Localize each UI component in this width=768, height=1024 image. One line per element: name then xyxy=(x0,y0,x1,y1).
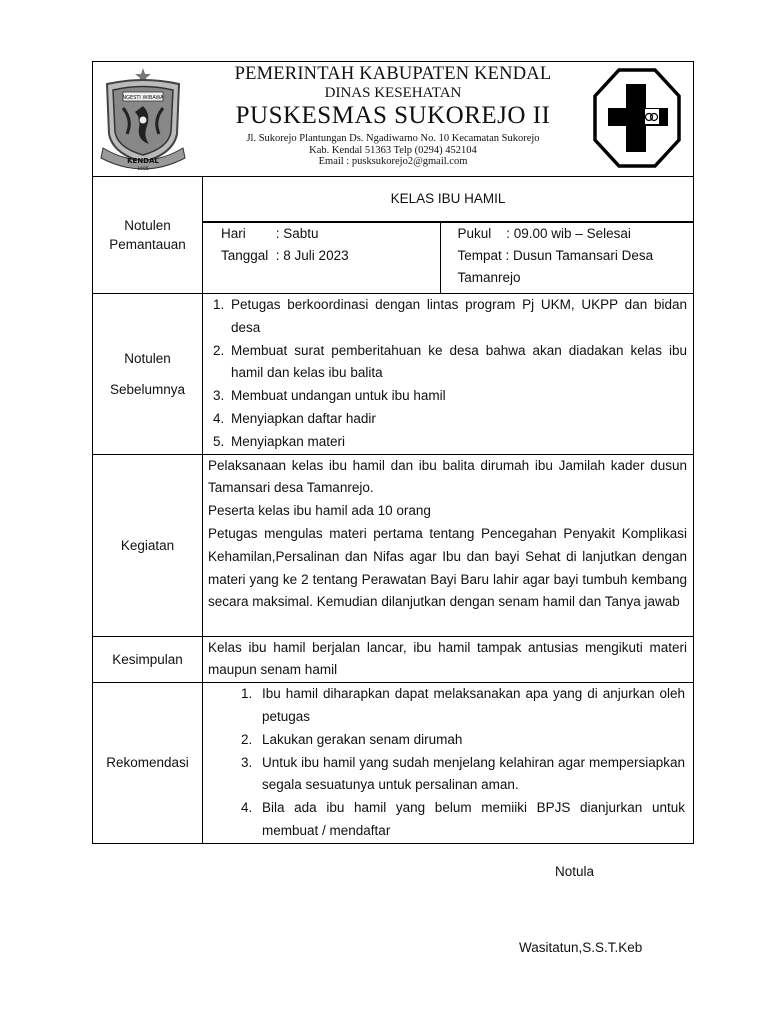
header-text xyxy=(203,62,583,176)
kegiatan-row xyxy=(93,454,694,636)
kendal-logo xyxy=(93,62,203,176)
list-item: 4. Bila ada ibu hamil yang belum memiiki BPJS dianjurkan untuk membuat / mendaftar xyxy=(256,797,685,843)
list-item: 5. Menyiapkan materi xyxy=(228,431,687,454)
pemantauan-row xyxy=(93,177,694,222)
header-line-3: PUSKESMAS SUKOREJO II xyxy=(235,102,551,129)
rekomendasi-list xyxy=(208,683,685,843)
header-line-2: DINAS KESEHATAN xyxy=(324,85,462,101)
logo-kendal-text: KENDAL xyxy=(127,157,159,165)
list-item: 1. Ibu hamil diharapkan dapat melaksanakan apa yang di anjurkan oleh petugas xyxy=(256,683,685,729)
logo-motto: NGESTI WIBAWA xyxy=(122,95,164,101)
document xyxy=(92,61,694,844)
document-title: KELAS IBU HAMIL xyxy=(203,177,694,222)
kegiatan-paragraph: Pelaksanaan kelas ibu hamil dan ibu balita dirumah ibu Jamilah kader dusun Tamansari desa Tamanrejo. xyxy=(208,457,687,496)
list-item: 2. Membuat surat pemberitahuan ke desa bahwa akan diadakan kelas ibu hamil dan kelas ibu balita xyxy=(228,340,687,386)
rekomendasi-row xyxy=(93,683,694,844)
tempat-field: Tempat : Dusun Tamansari Desa Tamanrejo xyxy=(457,248,654,285)
pukul-field: Pukul : 09.00 wib – Selesai xyxy=(457,226,631,241)
signature-role: Notula xyxy=(555,864,595,879)
puskesmas-cross-icon xyxy=(583,62,693,176)
header-address-1: Jl. Sukorejo Plantungan Ds. Ngadiwarno No. 10 Kecamatan Sukorejo xyxy=(246,133,540,144)
kesimpulan-content: Kelas ibu hamil berjalan lancar, ibu hamil tampak antusias mengikuti materi maupun senam hamil xyxy=(203,636,694,683)
header-email: Email : pusksukorejo2@gmail.com xyxy=(318,156,468,167)
kesimpulan-row xyxy=(93,636,694,683)
sebelumnya-list xyxy=(208,294,687,454)
kesimpulan-label: Kesimpulan xyxy=(93,636,203,683)
list-item: 4. Menyiapkan daftar hadir xyxy=(228,408,687,431)
sebelumnya-label: Notulen Sebelumnya xyxy=(93,294,203,455)
signature-name: Wasitatun,S.S.T.Keb xyxy=(519,940,643,955)
notulen-table xyxy=(92,61,694,844)
rekomendasi-content xyxy=(203,683,694,844)
hari-field: Hari : Sabtu xyxy=(221,226,319,241)
list-item: 3. Membuat undangan untuk ibu hamil xyxy=(228,385,687,408)
sebelumnya-row xyxy=(93,294,694,455)
kegiatan-paragraph: Peserta kelas ibu hamil ada 10 orang xyxy=(208,503,431,519)
kegiatan-content xyxy=(203,454,694,636)
pemantauan-label: Notulen Pemantauan xyxy=(93,177,203,294)
list-item: 1. Petugas berkoordinasi dengan lintas program Pj UKM, UKPP dan bidan desa xyxy=(228,294,687,340)
list-item: 3. Untuk ibu hamil yang sudah menjelang kelahiran agar mempersiapkan segala sesuatunya untuk persalinan aman. xyxy=(256,752,685,798)
logo-year-text: 1605 xyxy=(137,167,149,172)
header-address-2: Kab. Kendal 51363 Telp (0294) 452104 xyxy=(309,144,477,156)
header-row xyxy=(93,62,694,177)
kegiatan-paragraph: Petugas mengulas materi pertama tentang Pencegahan Penyakit Komplikasi Kehamilan,Persalinan dan Nifas agar Ibu dan bayi Sehat di lanjutkan dengan materi yang ke 2 tentang Perawatan Bayi Baru lahir agar bayi tumbuh kembang secara maksimal. Kemudian dilanjutkan dengan senam hamil dan Tanya jawab xyxy=(208,525,687,610)
puskesmas-logo xyxy=(583,62,693,176)
kegiatan-label: Kegiatan xyxy=(93,454,203,636)
list-item: 2. Lakukan gerakan senam dirumah xyxy=(256,729,685,752)
tanggal-field: Tanggal : 8 Juli 2023 xyxy=(221,248,349,263)
sebelumnya-content xyxy=(203,294,694,455)
info-table xyxy=(203,222,693,293)
rekomendasi-label: Rekomendasi xyxy=(93,683,203,844)
header-line-1: PEMERINTAH KABUPATEN KENDAL xyxy=(234,64,552,84)
kendal-emblem-icon xyxy=(93,62,203,176)
